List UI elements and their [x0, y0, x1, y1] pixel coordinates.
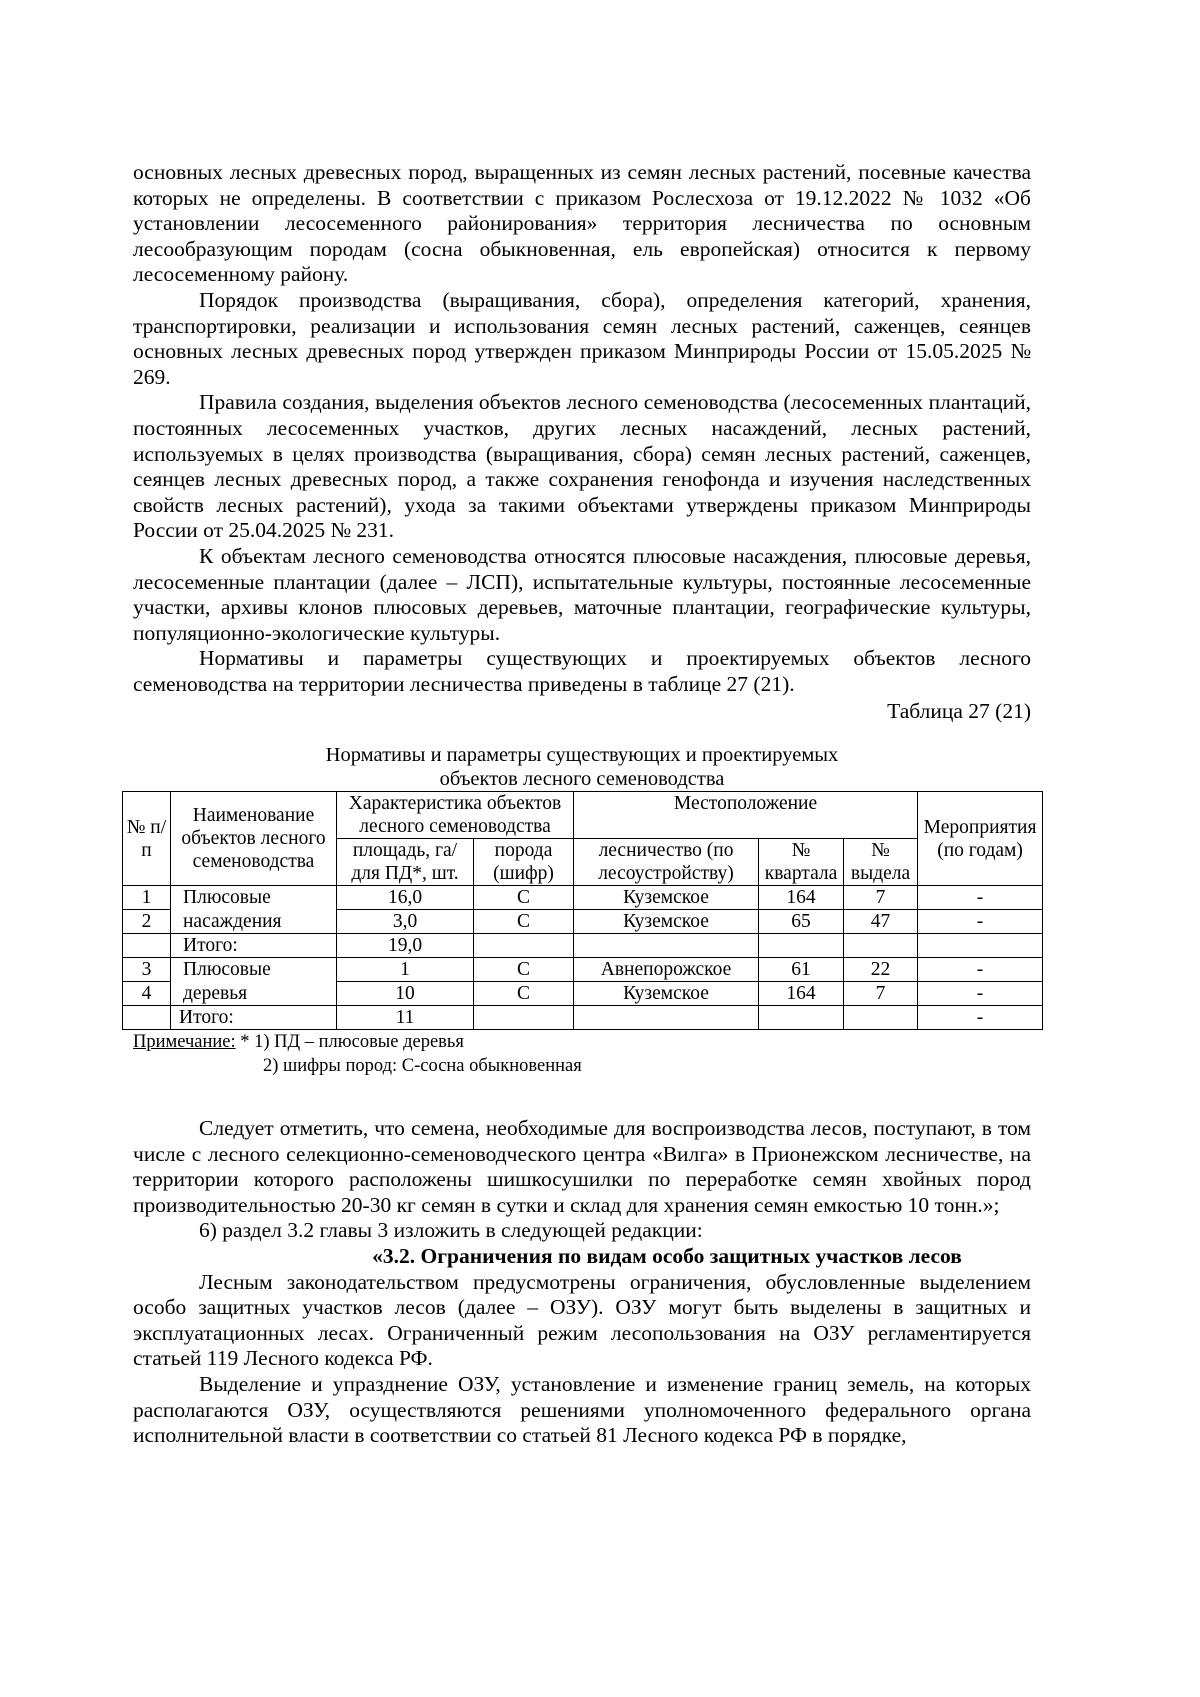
paragraph-ozu-allocation: Выделение и упразднение ОЗУ, установление и изменение границ земель, на которых располагаются ОЗУ, осуществляются решениями уполномоченного федерального органа исполнительной власти в соответствии со статьей 81 Лесного кодекса РФ в порядке,: [133, 1372, 1031, 1448]
cell-measures: -: [918, 886, 1043, 910]
cell-num: 2: [123, 910, 171, 934]
cell-species: [474, 1006, 574, 1030]
seed-objects-table: [122, 791, 1043, 1030]
cell-forestry: [574, 934, 759, 958]
cell-measures: -: [918, 982, 1043, 1006]
cell-num: 3: [123, 958, 171, 982]
cell-num: 1: [123, 886, 171, 910]
paragraph-amendment: 6) раздел 3.2 главы 3 изложить в следующей редакции:: [199, 1218, 703, 1243]
cell-name: насаждения: [171, 910, 337, 934]
cell-area: 16,0: [337, 886, 474, 910]
cell-quarter: 61: [759, 958, 844, 982]
document-body: [126, 160, 1037, 1449]
cell-measures: -: [918, 958, 1043, 982]
table-title-line-1: Нормативы и параметры существующих и проектируемых: [325, 744, 839, 767]
cell-forestry: Куземское: [574, 886, 759, 910]
cell-forestry: Куземское: [574, 910, 759, 934]
header-area: площадь, га/ для ПД*, шт.: [337, 839, 474, 886]
table-row: [123, 886, 1043, 910]
cell-measures: -: [918, 1006, 1043, 1030]
paragraph-rules: Правила создания, выделения объектов лесного семеноводства (лесосеменных плантаций, постоянных лесосеменных участков, других лесных насаждений, лесных растений, используемых в целях производства (выращивания, сбора) семян лесных растений, саженцев, сеянцев лесных древесных пород, а также сохранения генофонда и изучения наследственных свойств лесных растений), ухода за такими объектами утверждены приказом Минприроды России от 25.04.2025 № 231.: [133, 390, 1031, 543]
table-caption: Таблица 27 (21): [887, 699, 1031, 724]
header-characteristic: Характеристика объектов лесного семеноводства: [337, 792, 574, 839]
cell-section: 47: [844, 910, 918, 934]
cell-quarter: 164: [759, 886, 844, 910]
cell-name: Итого:: [171, 934, 337, 958]
cell-area: 11: [337, 1006, 474, 1030]
cell-forestry: Куземское: [574, 982, 759, 1006]
cell-species: С: [474, 982, 574, 1006]
cell-forestry: [574, 1006, 759, 1030]
section-heading: «3.2. Ограничения по видам особо защитных участков лесов: [372, 1244, 962, 1269]
cell-area: 19,0: [337, 934, 474, 958]
table-row: [123, 982, 1043, 1006]
cell-forestry: Авнепорожское: [574, 958, 759, 982]
note-line-2: 2) шифры пород: С-сосна обыкновенная: [263, 1056, 582, 1077]
table-title: [133, 743, 1031, 791]
cell-name: Плюсовые: [171, 958, 337, 982]
cell-species: [474, 934, 574, 958]
table-title-line-2: объектов лесного семеноводства: [439, 768, 725, 791]
header-forestry: лесничество (по лесоустройству): [574, 839, 759, 886]
cell-section: 22: [844, 958, 918, 982]
cell-quarter: 164: [759, 982, 844, 1006]
cell-num: [123, 934, 171, 958]
cell-area: 3,0: [337, 910, 474, 934]
cell-section: [844, 934, 918, 958]
paragraph-objects: К объектам лесного семеноводства относятся плюсовые насаждения, плюсовые деревья, лесосеменные плантации (далее – ЛСП), испытательные культуры, постоянные лесосеменные участки, архивы клонов плюсовых деревьев, маточные плантации, географические культуры, популяционно-экологические культуры.: [133, 543, 1031, 645]
header-name: Наименование объектов лесного семеноводства: [171, 792, 337, 886]
note-text-1: * 1) ПД – плюсовые деревья: [235, 1032, 464, 1053]
cell-area: 1: [337, 958, 474, 982]
table-total-row: [123, 934, 1043, 958]
header-species: порода (шифр): [474, 839, 574, 886]
cell-quarter: 65: [759, 910, 844, 934]
table-note: [133, 1030, 1031, 1078]
header-location: Местоположение: [574, 792, 918, 839]
intro-paragraph: основных лесных древесных пород, выращенных из семян лесных растений, посевные качества которых не определены. В соответствии с приказом Рослесхоза от 19.12.2022 № 1032 «Об установлении лесосеменного районирования» территория лесничества по основным лесообразующим породам (сосна обыкновенная, ель европейская) относится к первому лесосеменному району.: [133, 160, 1031, 287]
header-quarter: № квартала: [759, 839, 844, 886]
header-measures: Мероприятия (по годам): [918, 792, 1043, 886]
paragraph-order: Порядок производства (выращивания, сбора), определения категорий, хранения, транспортировки, реализации и использования семян лесных растений, саженцев, сеянцев основных лесных древесных пород утвержден приказом Минприроды России от 15.05.2025 № 269.: [133, 287, 1031, 389]
paragraph-norms: Нормативы и параметры существующих и проектируемых объектов лесного семеноводства на территории лесничества приведены в таблице 27 (21).: [133, 646, 1031, 696]
header-section: № выдела: [844, 839, 918, 886]
cell-name: деревья: [171, 982, 337, 1006]
cell-measures: [918, 934, 1043, 958]
paragraph-seeds: Следует отметить, что семена, необходимые для воспроизводства лесов, поступают, в том числе с лесного селекционно-семеноводческого центра «Вилга» в Прионежском лесничестве, на территории которого расположены шишкосушилки по переработке семян хвойных пород производительностью 20-30 кг семян в сутки и склад для хранения семян емкостью 10 тонн.»;: [133, 1116, 1031, 1217]
table-header-row: [123, 792, 1043, 839]
cell-area: 10: [337, 982, 474, 1006]
note-line-1: [133, 1030, 1031, 1054]
cell-name: Плюсовые: [171, 886, 337, 910]
note-label: Примечание:: [133, 1032, 236, 1053]
paragraph-ozu: Лесным законодательством предусмотрены ограничения, обусловленные выделением особо защитных участков лесов (далее – ОЗУ). ОЗУ могут быть выделены в защитных и эксплуатационных лесах. Ограниченный режим лесопользования на ОЗУ регламентируется статьей 119 Лесного кодекса РФ.: [133, 1269, 1031, 1371]
cell-name: Итого:: [171, 1006, 337, 1030]
cell-measures: -: [918, 910, 1043, 934]
cell-section: 7: [844, 886, 918, 910]
cell-species: С: [474, 910, 574, 934]
cell-quarter: [759, 1006, 844, 1030]
cell-section: 7: [844, 982, 918, 1006]
cell-num: 4: [123, 982, 171, 1006]
cell-quarter: [759, 934, 844, 958]
table-row: [123, 910, 1043, 934]
header-num: № п/п: [123, 792, 171, 886]
cell-species: С: [474, 886, 574, 910]
cell-section: [844, 1006, 918, 1030]
cell-species: С: [474, 958, 574, 982]
cell-num: [123, 1006, 171, 1030]
table-total-row: [123, 1006, 1043, 1030]
table-row: [123, 958, 1043, 982]
